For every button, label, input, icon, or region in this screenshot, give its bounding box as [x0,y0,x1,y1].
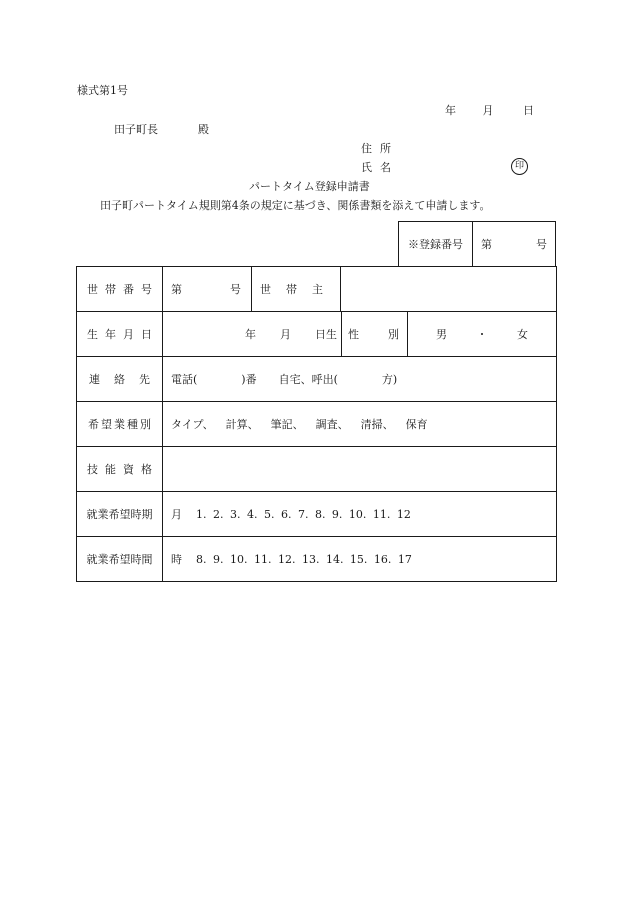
registration-prefix: 第 [481,238,492,251]
row-contact [77,357,556,402]
row-months [77,492,556,537]
birth-date-field[interactable] [163,312,342,356]
seal-mark: 印 [511,158,528,175]
addressee [114,123,209,137]
address-label: 住所 [361,142,399,155]
form-number: 様式第1号 [77,84,128,97]
birth-day: 日生 [315,328,337,341]
registration-number-box [398,221,556,266]
months-prefix: 月 [171,508,182,521]
registration-number-field[interactable] [473,222,555,266]
job-type-cleaning[interactable]: 清掃、 [360,418,394,431]
contact-field[interactable] [163,357,556,401]
date-day: 日 [523,104,534,117]
sex-option-female[interactable]: 女 [517,328,528,341]
addressee-honorific: 殿 [198,123,209,136]
months-values: 1. 2. 3. 4. 5. 6. 7. 8. 9. 10. 11. 12 [196,507,411,521]
application-table [76,266,557,582]
addressee-name: 田子町長 [114,123,158,136]
months-label: 就業希望時期 [77,492,163,536]
job-type-typing[interactable]: タイプ、 [171,418,214,431]
birth-label: 生年月日 [77,312,163,356]
hours-values: 8. 9. 10. 11. 12. 13. 14. 15. 16. 17 [196,552,412,566]
date-line [445,104,534,118]
months-options[interactable] [163,492,556,536]
contact-text: 電話( )番 自宅、呼出( 方) [171,373,398,386]
household-no-field[interactable] [163,267,252,311]
sex-options [408,312,556,356]
household-no-label: 世帯番号 [77,267,163,311]
household-no-prefix: 第 [171,283,182,296]
household-no-suffix: 号 [230,283,241,296]
birth-month: 月 [280,328,291,341]
job-type-options [163,402,556,446]
registration-suffix: 号 [536,238,547,251]
sex-option-male[interactable]: 男 [436,328,447,341]
date-month: 月 [482,104,494,117]
name-label: 氏名 [361,161,399,174]
hours-prefix: 時 [171,553,182,566]
job-type-childcare[interactable]: 保育 [405,418,428,431]
job-type-writing[interactable]: 筆記、 [270,418,304,431]
document-title: パートタイム登録申請書 [249,180,370,193]
row-job-type [77,402,556,447]
hours-label: 就業希望時間 [77,537,163,581]
household-head-field[interactable] [341,267,556,311]
registration-number-label: ※登録番号 [399,222,473,266]
job-type-survey[interactable]: 調査、 [315,418,349,431]
job-type-calculation[interactable]: 計算、 [225,418,259,431]
contact-label: 連絡先 [77,357,163,401]
sex-label: 性 別 [342,312,408,356]
job-type-label: 希望業種別 [77,402,163,446]
row-birth [77,312,556,357]
date-year: 年 [445,104,456,117]
skills-label: 技能資格 [77,447,163,491]
row-household [77,267,556,312]
row-skills [77,447,556,492]
skills-field[interactable] [163,447,556,491]
birth-year: 年 [245,328,256,341]
sex-separator: ・ [476,328,488,341]
hours-options[interactable] [163,537,556,581]
intro-text: 田子町パートタイム規則第4条の規定に基づき、関係書類を添えて申請します。 [100,199,491,212]
household-head-label: 世帯主 [252,267,341,311]
row-hours [77,537,556,581]
